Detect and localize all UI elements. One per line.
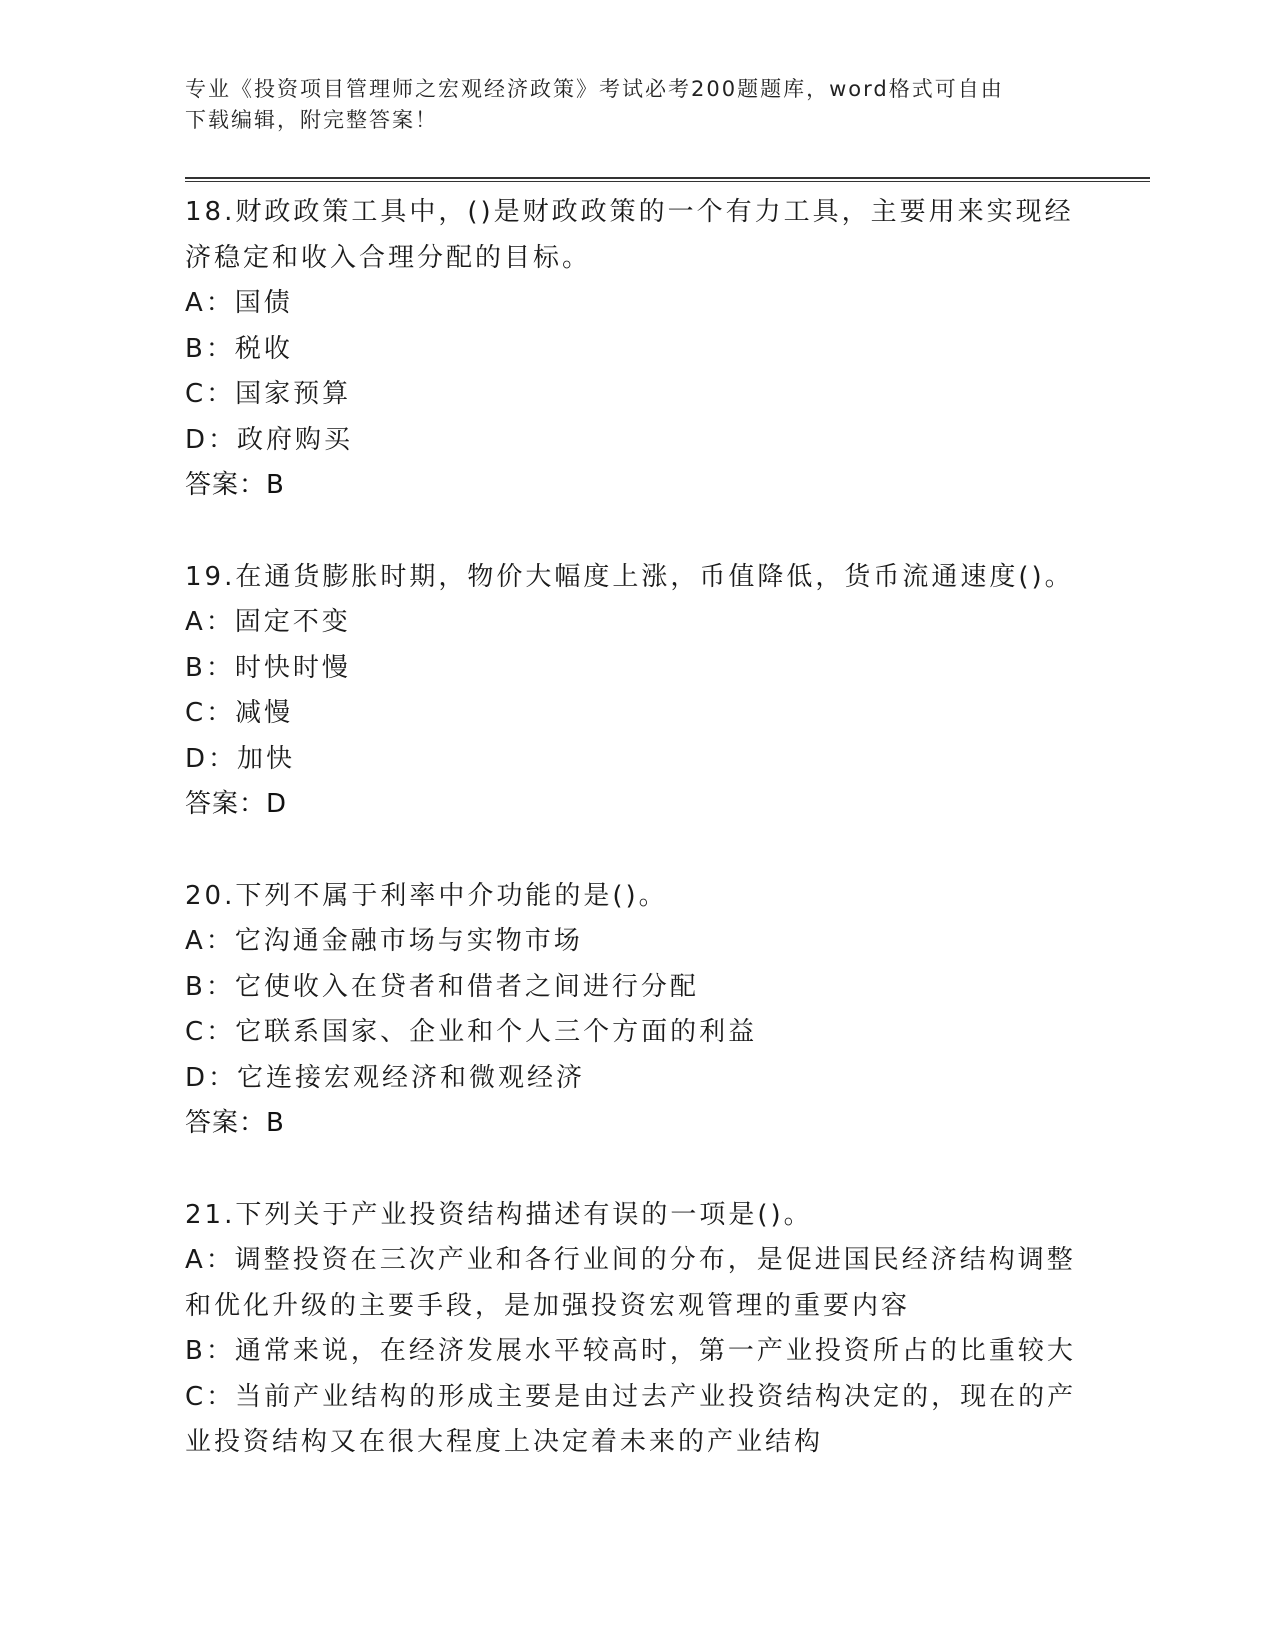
- question-spacer: [185, 509, 1085, 555]
- question-20: [185, 874, 1085, 1147]
- question-stem-line: 济稳定和收入合理分配的目标。: [185, 242, 592, 273]
- option-c-continued: 业投资结构又在很大程度上决定着未来的产业结构: [185, 1427, 824, 1457]
- option-c: C：当前产业结构的形成主要是由过去产业投资结构决定的，现在的产: [185, 1381, 1077, 1412]
- answer: 答案：D: [185, 789, 288, 819]
- question-spacer: [185, 1147, 1085, 1193]
- option-a: A：它沟通金融市场与实物市场: [185, 926, 583, 956]
- option-a-continued: 和优化升级的主要手段，是加强投资宏观管理的重要内容: [185, 1290, 911, 1321]
- header-line-2: 下载编辑，附完整答案！: [185, 108, 438, 132]
- option-c: C：减慢: [185, 698, 294, 728]
- option-b: B：税收: [185, 333, 293, 364]
- header-rule: [185, 177, 1150, 182]
- page-header: [185, 74, 1065, 136]
- question-stem-line: 20.下列不属于利率中介功能的是()。: [185, 880, 668, 911]
- option-c: C：它联系国家、企业和个人三个方面的利益: [185, 1017, 758, 1047]
- option-c: C：国家预算: [185, 379, 352, 409]
- option-a: A：固定不变: [185, 607, 351, 637]
- answer: 答案：B: [185, 470, 285, 500]
- question-stem-line: 21.下列关于产业投资结构描述有误的一项是()。: [185, 1199, 813, 1230]
- option-d: D：加快: [185, 743, 296, 774]
- question-21: [185, 1193, 1085, 1466]
- option-b: B：通常来说，在经济发展水平较高时，第一产业投资所占的比重较大: [185, 1336, 1076, 1366]
- question-18: [185, 190, 1085, 509]
- answer: 答案：B: [185, 1108, 285, 1138]
- question-list: [185, 190, 1085, 1466]
- option-d: D：政府购买: [185, 424, 354, 455]
- question-stem-line: 18.财政政策工具中，()是财政政策的一个有力工具，主要用来实现经: [185, 197, 1074, 227]
- header-line-1: 专业《投资项目管理师之宏观经济政策》考试必考200题题库，word格式可自由: [185, 77, 1004, 101]
- option-a: A：国债: [185, 288, 293, 318]
- option-a: A：调整投资在三次产业和各行业间的分布，是促进国民经济结构调整: [185, 1245, 1076, 1275]
- question-stem-line: 19.在通货膨胀时期，物价大幅度上涨，币值降低，货币流通速度()。: [185, 561, 1074, 592]
- option-b: B：时快时慢: [185, 652, 351, 683]
- question-spacer: [185, 828, 1085, 874]
- option-b: B：它使收入在贷者和借者之间进行分配: [185, 971, 699, 1002]
- option-d: D：它连接宏观经济和微观经济: [185, 1062, 586, 1093]
- question-19: [185, 555, 1085, 828]
